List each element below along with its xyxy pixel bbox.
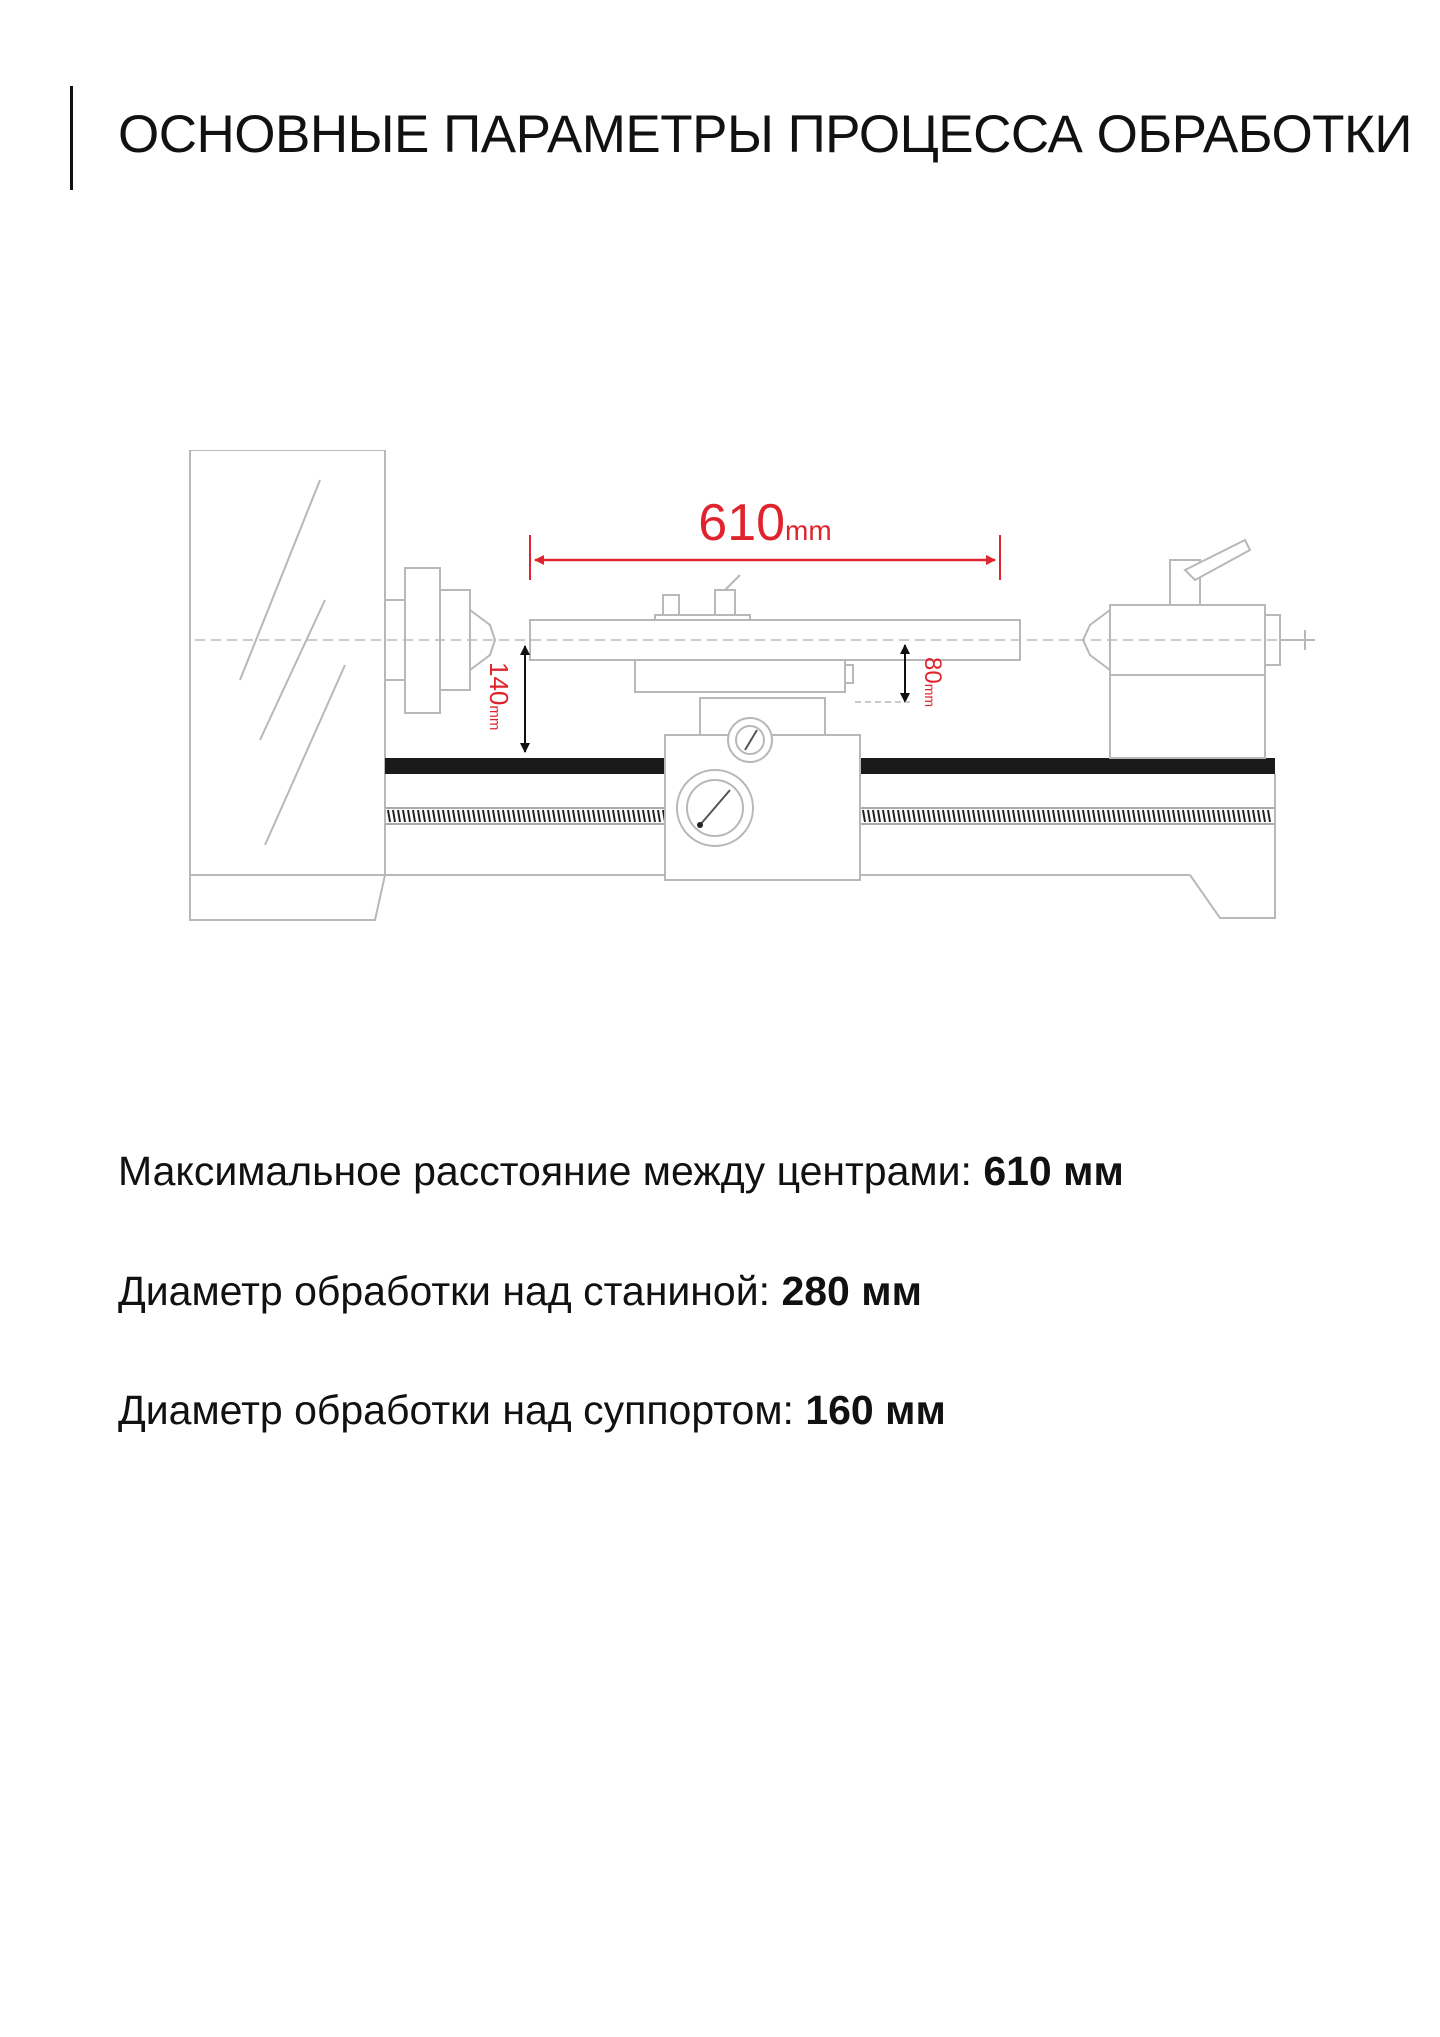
apron (665, 698, 860, 880)
lathe-diagram (185, 450, 1325, 930)
title-accent-bar (70, 86, 73, 190)
dimension-610 (530, 494, 1000, 580)
spec-value: 610 мм (983, 1148, 1124, 1194)
dimension-140-value: 140 (484, 662, 514, 706)
dimension-610-value: 610 (698, 494, 786, 552)
spec-row-diameter-over-carriage (118, 1387, 946, 1434)
spec-value: 160 мм (805, 1387, 946, 1433)
spec-label: Диаметр обработки над суппортом: (118, 1387, 794, 1433)
svg-text:610mm (698, 494, 831, 552)
svg-text:140mm (484, 662, 514, 730)
svg-text:80mm (919, 657, 946, 707)
spec-row-center-distance (118, 1148, 1124, 1195)
spec-label: Диаметр обработки над станиной: (118, 1268, 771, 1314)
spec-row-diameter-over-bed (118, 1268, 922, 1315)
dimension-140-unit: mm (486, 705, 503, 731)
dimension-140 (484, 646, 525, 752)
spec-label: Максимальное расстояние между центрами: (118, 1148, 972, 1194)
dimension-610-unit: mm (785, 515, 832, 546)
spec-value: 280 мм (781, 1268, 922, 1314)
dimension-80-value: 80 (919, 657, 946, 684)
headstock (190, 450, 385, 920)
tailstock (1083, 540, 1315, 758)
page-title: ОСНОВНЫЕ ПАРАМЕТРЫ ПРОЦЕССА ОБРАБОТКИ (118, 105, 1413, 164)
dimension-80-unit: mm (922, 683, 938, 708)
